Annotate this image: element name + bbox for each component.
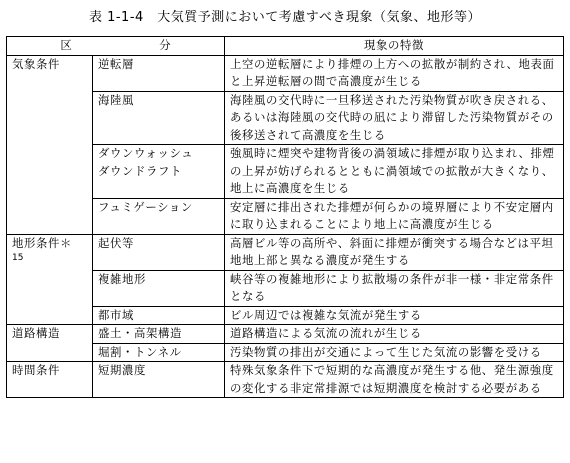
- table-body: [7, 55, 564, 398]
- description-cell: 強風時に煙突や建物背後の渦領域に排煙が取り込まれ、排煙の上昇が妨げられるとともに渦領域での拡散が大きくなり、地上に高濃度を生じる: [225, 145, 564, 199]
- category-label: 気象条件: [12, 56, 60, 71]
- table-row: [7, 234, 564, 270]
- description-cell: 汚染物質の排出が交通によって生じた気流の影響を受ける: [225, 343, 564, 362]
- subcategory-cell: 逆転層: [93, 55, 225, 91]
- description-cell: ビル周辺では複雑な気流が発生する: [225, 306, 564, 325]
- subcategory-cell: 海陸風: [93, 91, 225, 145]
- category-label: 道路構造: [12, 326, 60, 340]
- header-row: [7, 37, 564, 56]
- phenomena-table: [6, 36, 564, 398]
- category-cell: [7, 325, 93, 362]
- table-row: [7, 325, 564, 344]
- table-title: 表 1-1-4 大気質予測において考慮すべき現象（気象、地形等）: [88, 10, 482, 25]
- description-cell: 高層ビル等の高所や、斜面に排煙が衝突する場合などは平坦地地上部と異なる濃度が発生する: [225, 234, 564, 270]
- subcategory-cell: 短期濃度: [93, 362, 225, 398]
- description-cell: 峡谷等の複雑地形により拡散場の条件が非一様・非定常条件となる: [225, 270, 564, 306]
- table-row: [7, 55, 564, 91]
- header-category: 区 分: [7, 37, 225, 56]
- subcategory-cell: 盛土・高架構造: [93, 325, 225, 344]
- category-cell: [7, 55, 93, 234]
- subcategory-cell: ダウンウォッシュ ダウンドラフト: [93, 145, 225, 199]
- category-label: 地形条件＊: [12, 235, 72, 250]
- description-cell: 安定層に排出された排煙が何らかの境界層により不安定層内に取り込まれることにより地上に高濃度が生じる: [225, 198, 564, 234]
- description-cell: 上空の逆転層により排煙の上方への拡散が制約され、地表面と上昇逆転層の間で高濃度が生じる: [225, 55, 564, 91]
- category-cell: [7, 362, 93, 398]
- subcategory-cell: 都市域: [93, 306, 225, 325]
- header-feature: 現象の特徴: [225, 37, 564, 56]
- category-cell: [7, 234, 93, 325]
- description-cell: 道路構造による気流の流れが生じる: [225, 325, 564, 344]
- description-cell: 特殊気象条件下で短期的な高濃度が発生する他、発生源強度の変化する非定常排源では短期濃度を検討する必要がある: [225, 362, 564, 398]
- subcategory-cell: フュミゲーション: [93, 198, 225, 234]
- category-label: 時間条件: [12, 363, 60, 377]
- footnote-ref: 15: [12, 253, 24, 263]
- table-row: [7, 362, 564, 398]
- subcategory-cell: 複雑地形: [93, 270, 225, 306]
- description-cell: 海陸風の交代時に一旦移送された汚染物質が吹き戻される、あるいは海陸風の交代時の凪により滞留した汚染物質がその後移送されて高濃度を生じる: [225, 91, 564, 145]
- subcategory-cell: 起伏等: [93, 234, 225, 270]
- subcategory-cell: 堀割・トンネル: [93, 343, 225, 362]
